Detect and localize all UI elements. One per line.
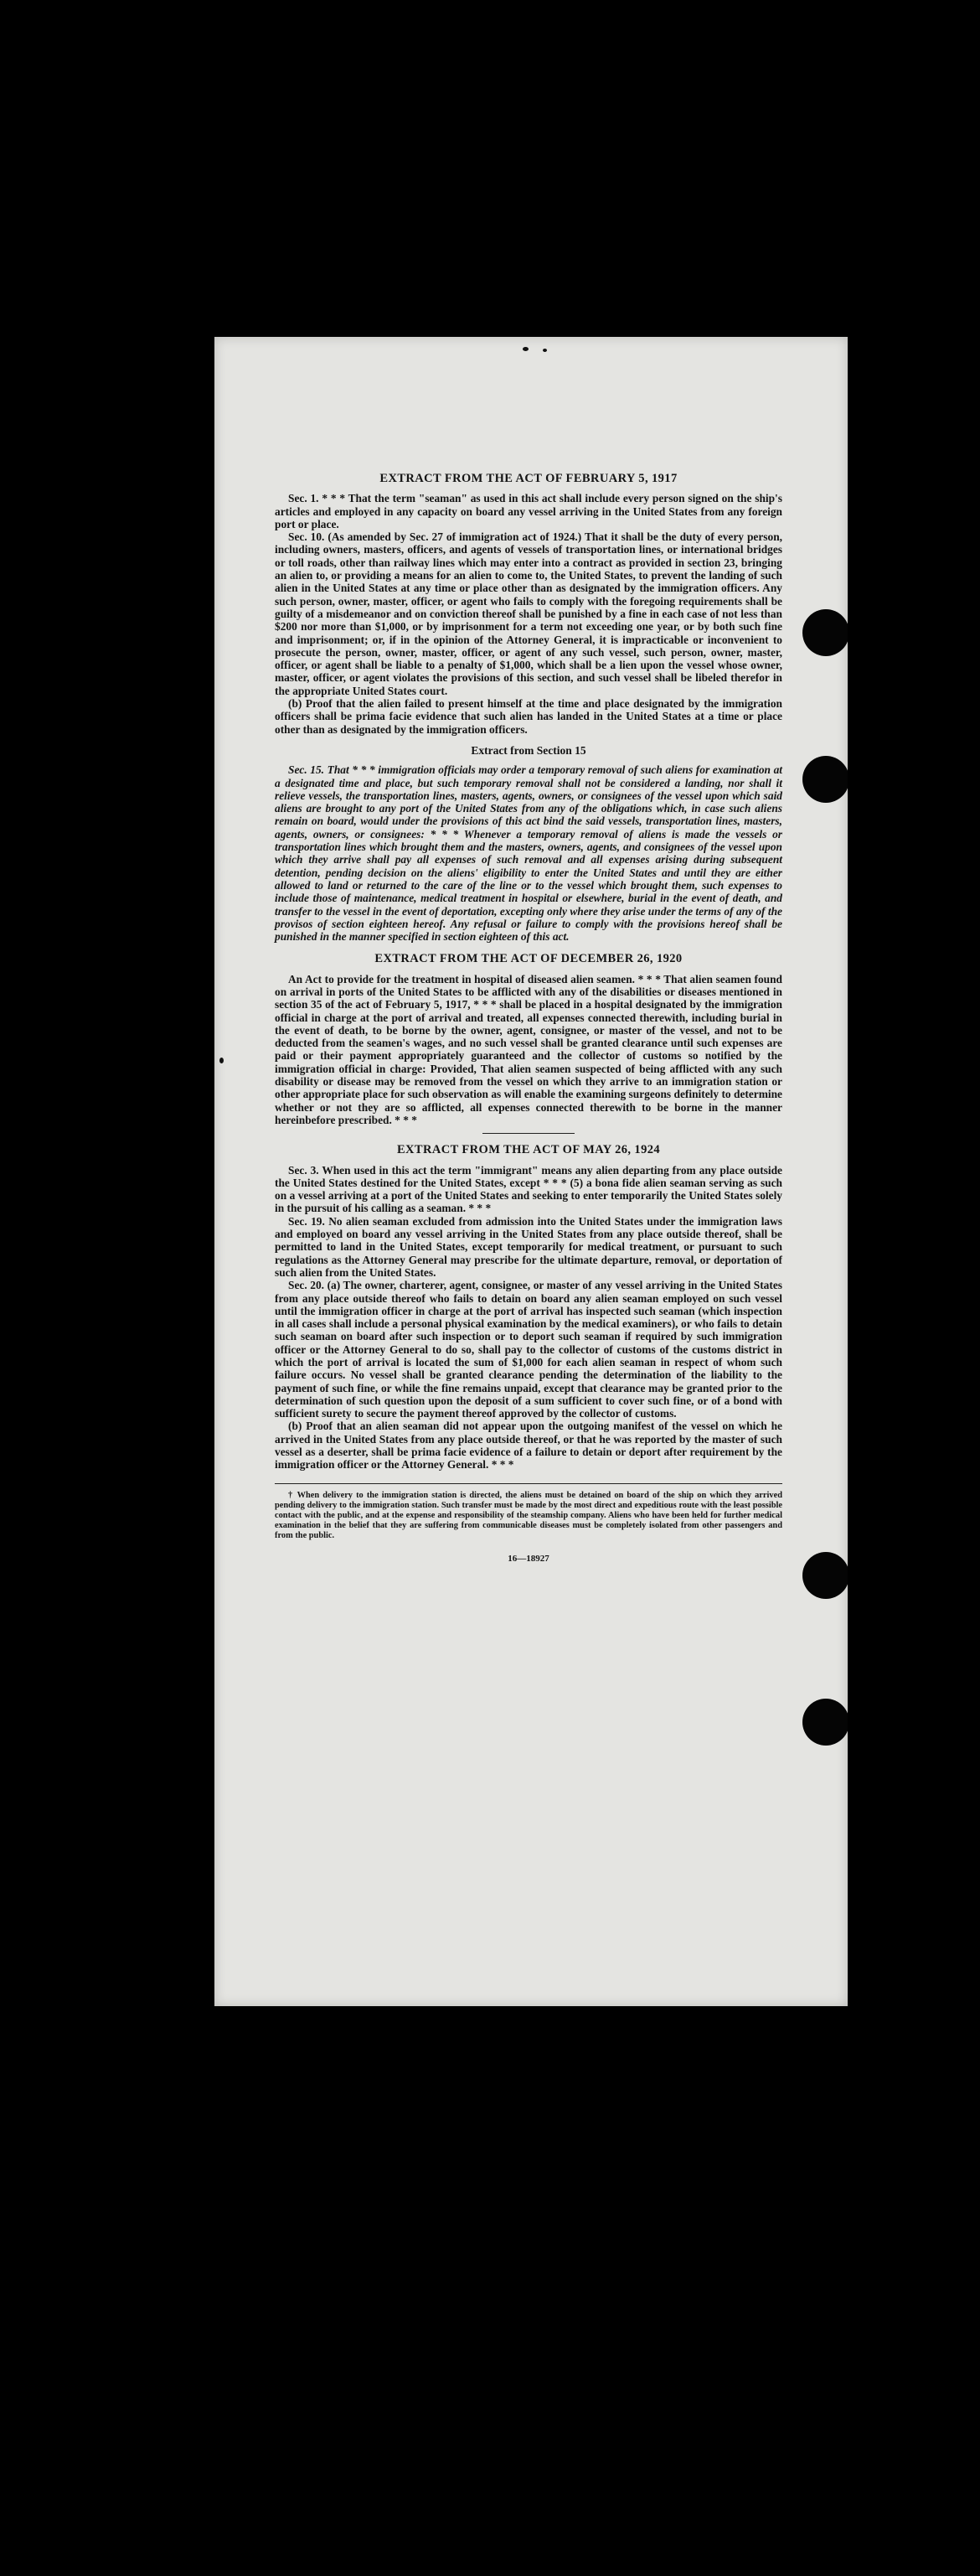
scan-speck	[523, 347, 529, 351]
paragraph: Sec. 3. When used in this act the term "immigrant" means any alien departing from any place outside the United States destined for the United States, except * * * (5) a bona fide alien seaman serving as such on a vessel arriving at a port of the United States and seeking to enter temporarily the United States solely in the pursuit of his calling as a seaman. * * *	[275, 1163, 782, 1215]
punch-hole	[802, 1699, 848, 1746]
section-heading: EXTRACT FROM THE ACT OF FEBRUARY 5, 1917	[379, 472, 678, 485]
paragraph: (b) Proof that the alien failed to present himself at the time and place designated by the immigration officers shall be prima facie evidence that such alien has landed in the United States at a time or place other than as designated by the immigration officers.	[275, 697, 782, 736]
footnote-divider	[275, 1483, 782, 1484]
footnote: † When delivery to the immigration station is directed, the aliens must be detained on board of the ship on which they arrived pending delivery to the immigration station. Such transfer must be made by the most direct and expeditious route with the least possible contact with the public, and at the expense and responsibility of the steamship company. Aliens who have been held for further medical examination in the belief that they are suffering from communicable diseases must be completely isolated from other passengers and from the public.	[275, 1490, 782, 1540]
paragraph: Sec. 10. (As amended by Sec. 27 of immigration act of 1924.) That it shall be the duty of every person, including owners, masters, officers, and agents of vessels of transportation lines, or international bridges or toll roads, other than railway lines which may enter into a contract as provided in section 23, bringing an alien to, or providing a means for an alien to come to, the United States, to prevent the landing of such alien in the United States at any time or place other than as designated by the immigration officers. Any such person, owner, master, officer, or agent who fails to comply with the foregoing requirements shall be guilty of a misdemeanor and on conviction thereof shall be punished by a fine in each case of not less than $200 nor more than $1,000, or by imprisonment for a term not exceeding one year, or by both such fine and imprisonment; or, if in the opinion of the Attorney General, it is impracticable or inconvenient to prosecute the person, owner, master, officer, or agent of any such vessel, such person, owner, master, officer, or agent shall be liable to a penalty of $1,000, which shall be a lien upon the vessel whose owner, master, officer, or agent violates the provisions of this section, and such vessel shall be libeled therefor in the appropriate United States court.	[275, 530, 782, 697]
punch-hole	[802, 756, 848, 803]
punch-hole	[802, 609, 848, 656]
paragraph: (b) Proof that an alien seaman did not appear upon the outgoing manifest of the vessel on which he arrived in the United States from any place outside thereof, or that he was reported by the master of such vessel as a deserter, shall be prima facie evidence of a failure to detain or deport after requirement by the immigration officer or the Attorney General. * * *	[275, 1420, 782, 1472]
page-code: 16—18927	[508, 1553, 549, 1564]
divider	[482, 1133, 575, 1134]
section-heading: EXTRACT FROM THE ACT OF MAY 26, 1924	[396, 1143, 661, 1157]
section-heading: Extract from Section 15	[471, 743, 586, 757]
scan-speck	[219, 1058, 224, 1063]
paragraph: Sec. 19. No alien seaman excluded from admission into the United States under the immigration laws and employed on board any vessel arriving in the United States from any place outside thereof, shall be permitted to land in the United States, except temporarily for medical treatment, or pursuant to such regulations as the Attorney General may prescribe for the ultimate departure, removal, or deportation of such alien from the United States.	[275, 1214, 782, 1279]
scan-speck	[543, 349, 547, 352]
paragraph: An Act to provide for the treatment in hospital of diseased alien seamen. * * * That alien seamen found on arrival in ports of the United States to be afflicted with any of the disabilities or diseases mentioned in section 35 of the act of February 5, 1917, * * * shall be placed in a hospital designated by the immigration official in charge at the port of arrival and treated, all expenses connected therewith, including burial in the event of death, to be borne by the owner, agent, consignee, or master of the vessel, and not to be deducted from the seamen's wages, and no such vessel shall be granted clearance until such expenses are paid or their payment appropriately guaranteed and the collector of customs so notified by the immigration official in charge: Provided, That alien seamen suspected of being afflicted with any such disability or disease may be removed from the vessel on which they arrive to an immigration station or other appropriate place for such observation as will enable the examining surgeons definitely to determine whether or not they are so afflicted, all expenses connected therewith to be borne in the manner hereinbefore prescribed. * * *	[275, 972, 782, 1126]
paragraph: Sec. 15. That * * * immigration officials may order a temporary removal of such aliens for examination at a designated time and place, but such temporary removal shall not be considered a landing, nor shall it relieve vessels, the transportation lines, masters, agents, owners, or consignees of the vessel upon which said aliens are brought to any port of the United States from any of the obligations which, in case such aliens remain on board, would under the provisions of this act bind the said vessels, transportation lines, masters, agents, owners, or consignees: * * * Whenever a temporary removal of aliens is made the vessels or transportation lines which brought them and the masters, owners, agents, and consignees of the vessel upon which they arrive shall pay all expenses of such removal and all expenses arising during subsequent detention, pending decision on the aliens' eligibility to enter the United States and until they are either allowed to land or returned to the care of the line or to the vessel which brought them, such expenses to include those of maintenance, medical treatment in hospital or elsewhere, burial in the event of death, and transfer to the vessel in the event of deportation, excepting only where they arise under the terms of any of the provisos of section eighteen hereof. Any refusal or failure to comply with the provisions hereof shall be punished in the manner specified in section eighteen of this act.	[275, 763, 782, 944]
paragraph: Sec. 20. (a) The owner, charterer, agent, consignee, or master of any vessel arriving in the United States from any place outside thereof who fails to detain on board any alien seaman employed on such vessel until the immigration officer in charge at the port of arrival has inspected such seaman (which inspection in all cases shall include a personal physical examination by the medical examiners), or who fails to detain such seaman on board after such inspection or to deport such seaman if required by such immigration officer or the Attorney General to do so, shall pay to the collector of customs of the customs district in which the port of arrival is located the sum of $1,000 for each alien seaman in respect of whom such failure occurs. No vessel shall be granted clearance pending the determination of the liability to the payment of such fine, or while the fine remains unpaid, except that clearance may be granted prior to the determination of such question upon the deposit of a sum sufficient to cover such fine, or of a bond with sufficient surety to secure the payment thereof approved by the collector of customs.	[275, 1279, 782, 1420]
section-heading: EXTRACT FROM THE ACT OF DECEMBER 26, 1920	[374, 952, 683, 966]
paragraph: Sec. 1. * * * That the term "seaman" as used in this act shall include every person signed on the ship's articles and employed in any capacity on board any vessel arriving in the United States from any foreign port or place.	[275, 492, 782, 530]
punch-hole	[802, 1552, 848, 1599]
document-body	[275, 463, 782, 1565]
document-page	[214, 337, 848, 2006]
